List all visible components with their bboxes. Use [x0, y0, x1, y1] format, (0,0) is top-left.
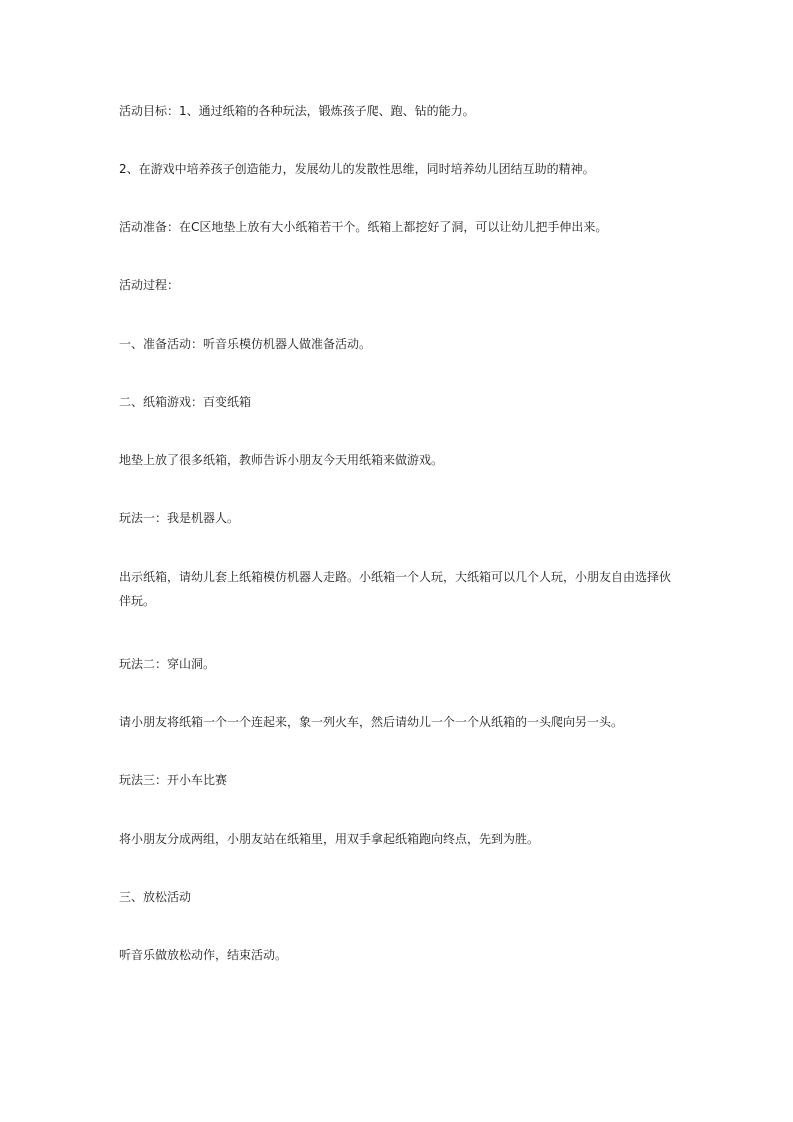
paragraph-preparation: 活动准备：在C区地垫上放有大小纸箱若干个。纸箱上都挖好了洞，可以让幼儿把手伸出来。	[119, 220, 608, 234]
paragraph-play-3-body: 将小朋友分成两组，小朋友站在纸箱里，用双手拿起纸箱跑向终点，先到为胜。	[119, 832, 540, 846]
paragraph-goal-2: 2、在游戏中培养孩子创造能力，发展幼儿的发散性思维，同时培养幼儿团结互助的精神。	[119, 162, 595, 176]
paragraph-step-3-body: 听音乐做放松动作，结束活动。	[119, 948, 288, 962]
paragraph-play-1-title: 玩法一：我是机器人。	[119, 511, 240, 525]
paragraph-process-heading: 活动过程：	[119, 278, 180, 292]
paragraph-play-2-title: 玩法二：穿山洞。	[119, 657, 216, 671]
paragraph-play-2-body: 请小朋友将纸箱一个一个连起来，象一列火车，然后请幼儿一个一个从纸箱的一头爬向另一头。	[119, 715, 624, 729]
paragraph-step-2: 二、纸箱游戏：百变纸箱	[119, 395, 252, 409]
paragraph-step-2-intro: 地垫上放了很多纸箱，教师告诉小朋友今天用纸箱来做游戏。	[119, 453, 444, 467]
paragraph-goal-1: 活动目标：1、通过纸箱的各种玩法，锻炼孩子爬、跑、钻的能力。	[119, 104, 475, 118]
paragraph-step-3: 三、放松活动	[119, 890, 192, 904]
paragraph-play-1-body: 出示纸箱，请幼儿套上纸箱模仿机器人走路。小纸箱一个人玩，大纸箱可以几个人玩，小朋友自由选择伙伴玩。	[119, 570, 672, 608]
paragraph-play-3-title: 玩法三：开小车比赛	[119, 773, 228, 787]
paragraph-step-1: 一、准备活动：听音乐模仿机器人做准备活动。	[119, 337, 372, 351]
